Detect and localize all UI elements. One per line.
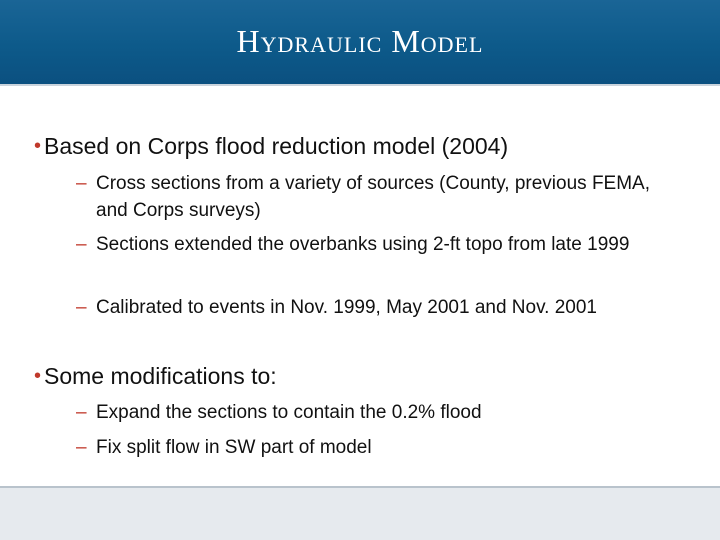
sub-bullet-text: Calibrated to events in Nov. 1999, May 2001 and Nov. 2001 (96, 297, 597, 318)
bullet-item (34, 362, 277, 390)
bullet-item (34, 132, 509, 160)
sub-bullet-text: Cross sections from a variety of sources (County, previous FEMA, and Corps surveys) (96, 173, 650, 221)
sub-bullet-item (76, 399, 656, 426)
bullet-dot-icon: • (34, 365, 42, 387)
sub-bullet-item (76, 170, 656, 224)
sub-bullet-item (76, 294, 656, 321)
bullet-text: Based on Corps flood reduction model (2004) (44, 133, 509, 159)
dash-icon: – (76, 173, 87, 194)
title-divider (0, 84, 720, 86)
sub-bullet-text: Expand the sections to contain the 0.2% flood (96, 402, 482, 423)
slide-title: Hydraulic Model (236, 23, 484, 59)
sub-bullet-text: Sections extended the overbanks using 2-ft topo from late 1999 (96, 234, 630, 255)
sub-bullet-item (76, 231, 656, 258)
dash-icon: – (76, 437, 87, 458)
dash-icon: – (76, 234, 87, 255)
title-bar (0, 0, 720, 84)
bullet-text: Some modifications to: (44, 363, 277, 389)
footer-band (0, 486, 720, 540)
sub-bullet-text: Fix split flow in SW part of model (96, 437, 372, 458)
dash-icon: – (76, 297, 87, 318)
dash-icon: – (76, 402, 87, 423)
sub-bullet-item (76, 434, 656, 461)
bullet-dot-icon: • (34, 135, 42, 157)
